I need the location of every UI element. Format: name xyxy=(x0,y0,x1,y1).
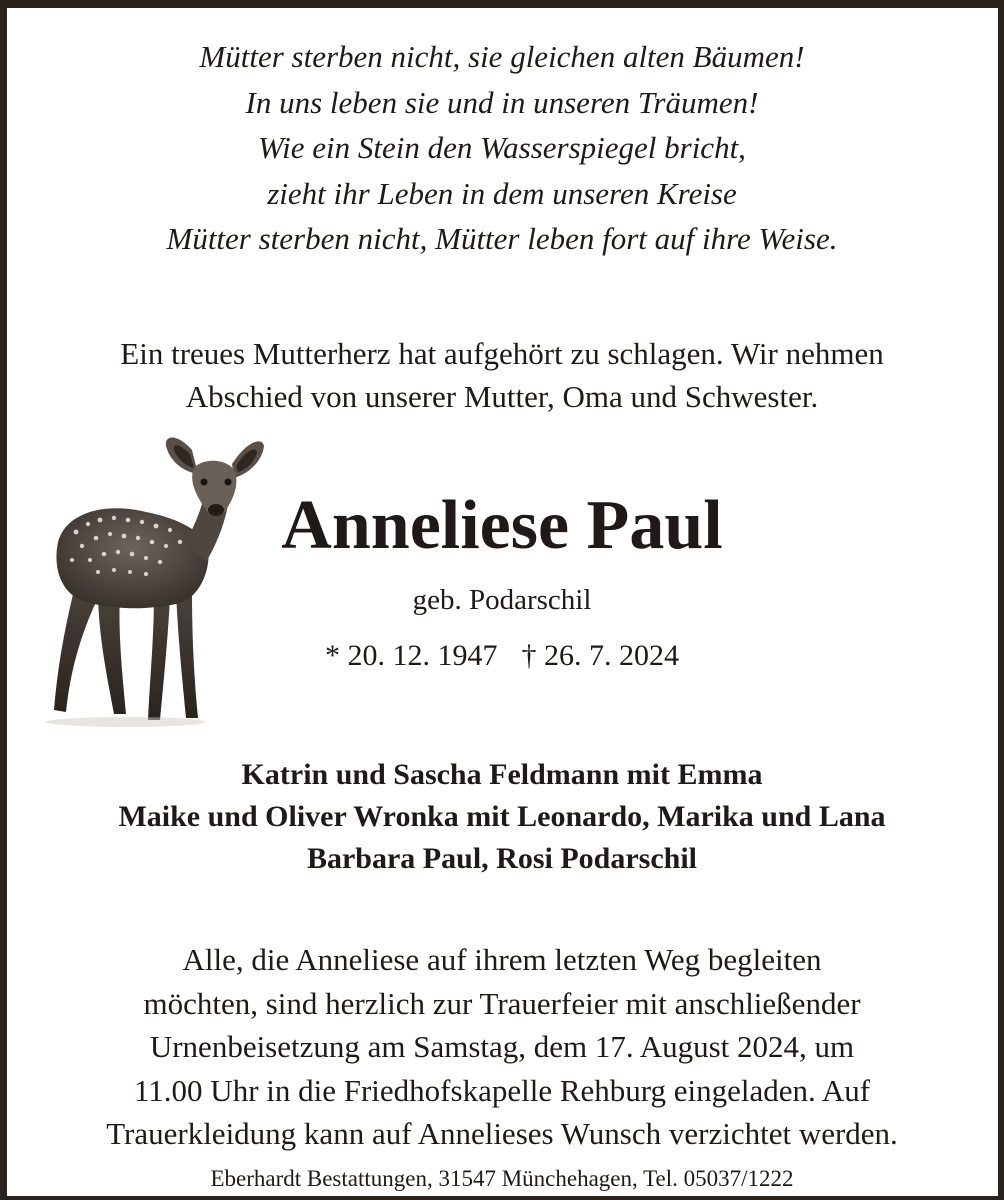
intro-line: Ein treues Mutterherz hat aufgehört zu schlagen. Wir nehmen xyxy=(120,336,884,371)
undertaker-footer: Eberhardt Bestattungen, 31547 Münchehagen, Tel. 05037/1222 xyxy=(210,1166,794,1191)
family-line: Katrin und Sascha Feldmann mit Emma xyxy=(241,758,763,791)
notice-line: möchten, sind herzlich zur Trauerfeier mit anschließender xyxy=(143,985,861,1021)
fawn-illustration xyxy=(36,432,271,732)
poem-line: Mütter sterben nicht, sie gleichen alten Bäumen! xyxy=(199,39,805,74)
poem-line: zieht ihr Leben in dem unseren Kreise xyxy=(267,175,737,211)
notice-line: Urnenbeisetzung am Samstag, dem 17. August 2024, um xyxy=(149,1029,855,1064)
family-names xyxy=(0,754,1004,880)
poem-line: Wie ein Stein den Wasserspiegel bricht, xyxy=(258,130,746,165)
intro-text xyxy=(0,332,1004,418)
intro-line: Abschied von unserer Mutter, Oma und Schwester. xyxy=(185,379,819,414)
birth-name: geb. Podarschil xyxy=(412,584,592,616)
poem-line: Mütter sterben nicht, Mütter leben fort auf ihre Weise. xyxy=(166,221,838,256)
notice-line: Alle, die Anneliese auf ihrem letzten Weg begleiten xyxy=(182,942,822,977)
family-line: Barbara Paul, Rosi Podarschil xyxy=(306,842,697,875)
death-date: † 26. 7. 2024 xyxy=(521,639,679,672)
deceased-name: Anneliese Paul xyxy=(281,487,723,564)
notice-line: Trauerkleidung kann auf Annelieses Wunsch verzichtet werden. xyxy=(106,1116,898,1151)
family-line: Maike und Oliver Wronka mit Leonardo, Marika und Lana xyxy=(118,800,886,833)
life-dates xyxy=(250,636,754,676)
memorial-poem xyxy=(0,34,1004,262)
funeral-notice xyxy=(0,938,1004,1156)
birth-date: * 20. 12. 1947 xyxy=(325,639,498,672)
notice-line: 11.00 Uhr in die Friedhofskapelle Rehburg eingeladen. Auf xyxy=(133,1072,871,1108)
poem-line: In uns leben sie und in unseren Träumen! xyxy=(245,84,759,120)
